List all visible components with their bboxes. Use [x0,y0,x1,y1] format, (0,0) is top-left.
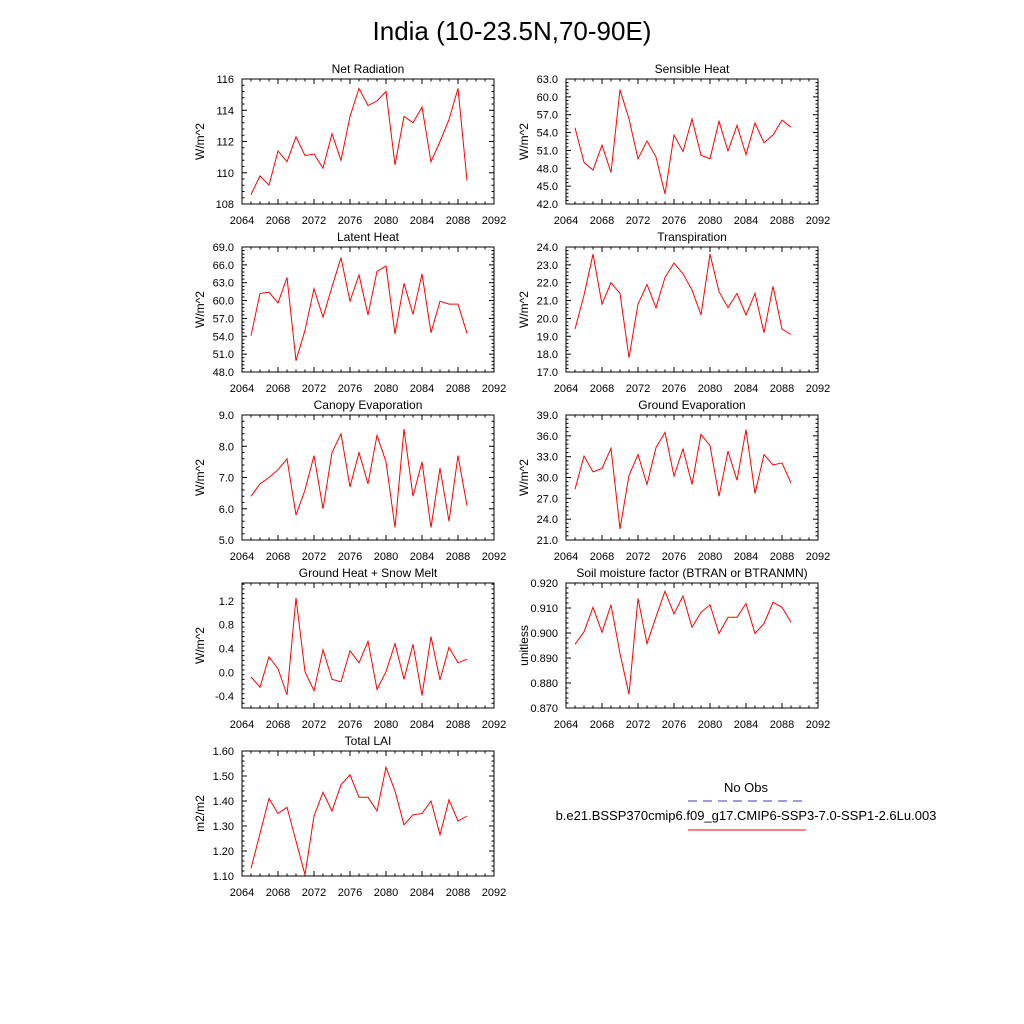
plot-frame [566,583,818,708]
panel-title: Ground Evaporation [638,398,746,412]
x-tick-label: 2080 [697,551,723,563]
y-tick-label: 27.0 [536,493,558,506]
y-axis-label: unitless [517,625,531,666]
x-tick-label: 2092 [481,551,507,563]
x-tick-label: 2068 [589,215,615,227]
y-tick-label: 39.0 [536,410,558,422]
series-line [251,88,467,194]
x-tick-label: 2092 [481,215,507,227]
y-axis-label: W/m^2 [193,627,207,664]
x-tick-label: 2080 [697,719,723,731]
x-tick-label: 2084 [733,383,759,395]
chart-panel [517,566,830,731]
x-tick-label: 2068 [265,383,291,395]
plot-frame [242,751,494,876]
y-axis-label: W/m^2 [193,123,207,160]
y-tick-label: 21.0 [536,295,558,308]
y-tick-label: 1.40 [212,796,234,808]
y-tick-label: 63.0 [212,277,234,290]
plot-frame [242,247,494,372]
y-tick-label: 6.0 [218,503,234,516]
x-tick-label: 2064 [553,551,579,563]
y-tick-label: 0.900 [530,628,558,640]
x-tick-label: 2084 [733,551,759,563]
x-tick-label: 2092 [481,719,507,731]
x-tick-label: 2068 [265,215,291,227]
legend [556,780,937,830]
x-tick-label: 2092 [805,719,831,731]
series-line [575,90,791,194]
y-tick-label: 7.0 [218,472,234,485]
y-tick-label: 60.0 [212,295,234,308]
y-axis-label: W/m^2 [193,459,207,496]
y-tick-label: -0.4 [215,691,234,704]
x-tick-label: 2088 [769,551,795,563]
plot-frame [566,247,818,372]
x-tick-label: 2068 [265,551,291,563]
series-line [575,254,791,358]
y-tick-label: 0.890 [530,653,558,665]
y-tick-label: 0.8 [218,619,234,632]
chart-panel [193,398,506,563]
y-tick-label: 20.0 [536,313,558,326]
chart-panel [517,62,830,227]
y-tick-label: 1.50 [212,771,234,783]
x-tick-label: 2088 [445,383,471,395]
y-tick-label: 0.910 [530,603,558,615]
x-tick-label: 2084 [409,719,435,731]
x-tick-label: 2088 [769,383,795,395]
x-tick-label: 2064 [553,383,579,395]
y-tick-label: 22.0 [536,277,558,290]
series-line [575,591,791,694]
x-tick-label: 2088 [769,719,795,731]
y-tick-label: 24.0 [536,514,558,527]
x-tick-label: 2064 [229,887,255,899]
y-tick-label: 110 [216,167,234,180]
panel-title: Canopy Evaporation [313,398,423,412]
x-tick-label: 2072 [301,215,327,227]
y-axis-label: W/m^2 [193,291,207,328]
y-tick-label: 33.0 [536,451,558,464]
y-tick-label: 30.0 [536,472,558,485]
panel-title: Ground Heat + Snow Melt [298,566,438,580]
x-tick-label: 2080 [373,215,399,227]
y-tick-label: 51.0 [536,145,558,158]
x-tick-label: 2072 [625,551,651,563]
panels [193,62,830,899]
x-tick-label: 2068 [265,719,291,731]
x-tick-label: 2084 [409,887,435,899]
y-tick-label: 57.0 [212,313,234,326]
y-axis-label: W/m^2 [517,459,531,496]
x-tick-label: 2080 [373,887,399,899]
y-tick-label: 24.0 [536,242,558,254]
x-tick-label: 2068 [589,719,615,731]
y-tick-label: 1.60 [212,746,234,758]
x-tick-label: 2076 [661,551,687,563]
y-tick-label: 108 [215,199,234,211]
x-tick-label: 2084 [409,383,435,395]
y-tick-label: 21.0 [536,535,558,547]
plot-frame [242,583,494,708]
plot-frame [242,415,494,540]
panel-title: Sensible Heat [654,62,730,76]
y-tick-label: 0.920 [530,578,558,590]
panel-title: Total LAI [344,734,392,748]
y-tick-label: 69.0 [212,242,234,254]
series-line [251,767,467,875]
y-tick-label: 0.0 [218,667,234,680]
x-tick-label: 2076 [337,383,363,395]
y-tick-label: 1.2 [218,595,234,608]
chart-panel [193,230,506,395]
x-tick-label: 2088 [445,215,471,227]
x-tick-label: 2080 [373,719,399,731]
y-tick-label: 48.0 [212,367,234,379]
x-tick-label: 2076 [337,719,363,731]
x-tick-label: 2084 [409,551,435,563]
panel-title: Transpiration [657,230,727,244]
x-tick-label: 2084 [733,719,759,731]
plot-frame [566,79,818,204]
chart-panel [517,230,830,395]
y-tick-label: 17.0 [536,367,558,379]
y-tick-label: 66.0 [212,259,234,272]
y-tick-label: 18.0 [536,349,558,362]
x-tick-label: 2064 [229,215,255,227]
plot-frame [242,79,494,204]
y-tick-label: 8.0 [218,441,234,454]
x-tick-label: 2080 [373,383,399,395]
x-tick-label: 2076 [337,551,363,563]
y-tick-label: 42.0 [536,199,558,211]
x-tick-label: 2072 [625,215,651,227]
y-tick-label: 112 [216,136,234,149]
y-tick-label: 54.0 [212,331,234,344]
x-tick-label: 2072 [301,551,327,563]
chart-panel [193,62,506,227]
x-tick-label: 2076 [661,719,687,731]
y-tick-label: 48.0 [536,163,558,176]
y-tick-label: 1.20 [212,846,234,858]
x-tick-label: 2064 [229,383,255,395]
x-tick-label: 2088 [445,887,471,899]
x-tick-label: 2084 [409,215,435,227]
y-tick-label: 36.0 [536,430,558,443]
y-tick-label: 0.4 [218,643,234,656]
x-tick-label: 2072 [301,383,327,395]
x-tick-label: 2072 [625,719,651,731]
chart-panel [193,566,506,731]
panel-title: Net Radiation [331,62,405,76]
series-line [251,258,467,361]
x-tick-label: 2072 [301,887,327,899]
legend-obs-label: No Obs [723,780,769,795]
y-axis-label: W/m^2 [517,123,531,160]
y-tick-label: 54.0 [536,127,558,140]
series-line [251,429,467,527]
y-tick-label: 5.0 [218,535,234,547]
x-tick-label: 2068 [589,551,615,563]
x-tick-label: 2080 [697,215,723,227]
x-tick-label: 2072 [625,383,651,395]
x-tick-label: 2088 [445,551,471,563]
x-tick-label: 2092 [481,383,507,395]
legend-case-label: b.e21.BSSP370cmip6.f09_g17.CMIP6-SSP3-7.0-SSP1-2.6Lu.003 [555,808,937,823]
y-tick-label: 0.870 [530,703,558,715]
x-tick-label: 2064 [553,215,579,227]
y-tick-label: 57.0 [536,109,558,122]
y-tick-label: 9.0 [218,410,234,422]
series-line [251,598,467,696]
y-tick-label: 1.30 [212,821,234,833]
plot-frame [566,415,818,540]
x-tick-label: 2068 [265,887,291,899]
y-axis-label: W/m^2 [517,291,531,328]
x-tick-label: 2076 [661,383,687,395]
y-axis-label: m2/m2 [193,795,207,832]
y-tick-label: 19.0 [536,331,558,344]
y-tick-label: 116 [216,74,234,86]
x-tick-label: 2092 [805,383,831,395]
x-tick-label: 2080 [373,551,399,563]
x-tick-label: 2092 [481,887,507,899]
x-tick-label: 2092 [805,215,831,227]
x-tick-label: 2064 [553,719,579,731]
x-tick-label: 2076 [337,215,363,227]
chart-panel [517,398,830,563]
x-tick-label: 2080 [697,383,723,395]
y-tick-label: 114 [216,105,234,118]
panel-title: Soil moisture factor (BTRAN or BTRANMN) [576,566,808,580]
x-tick-label: 2068 [589,383,615,395]
panel-title: Latent Heat [336,230,400,244]
x-tick-label: 2088 [445,719,471,731]
x-tick-label: 2072 [301,719,327,731]
chart-panel [193,734,506,899]
y-tick-label: 23.0 [536,259,558,272]
x-tick-label: 2088 [769,215,795,227]
x-tick-label: 2076 [337,887,363,899]
x-tick-label: 2092 [805,551,831,563]
y-tick-label: 0.880 [530,678,558,690]
x-tick-label: 2064 [229,551,255,563]
y-tick-label: 60.0 [536,91,558,104]
page-title: India (10-23.5N,70-90E) [372,16,652,46]
x-tick-label: 2084 [733,215,759,227]
y-tick-label: 51.0 [212,349,234,362]
series-line [575,430,791,529]
x-tick-label: 2064 [229,719,255,731]
y-tick-label: 1.10 [212,871,234,883]
y-tick-label: 63.0 [536,74,558,86]
y-tick-label: 45.0 [536,181,558,194]
x-tick-label: 2076 [661,215,687,227]
